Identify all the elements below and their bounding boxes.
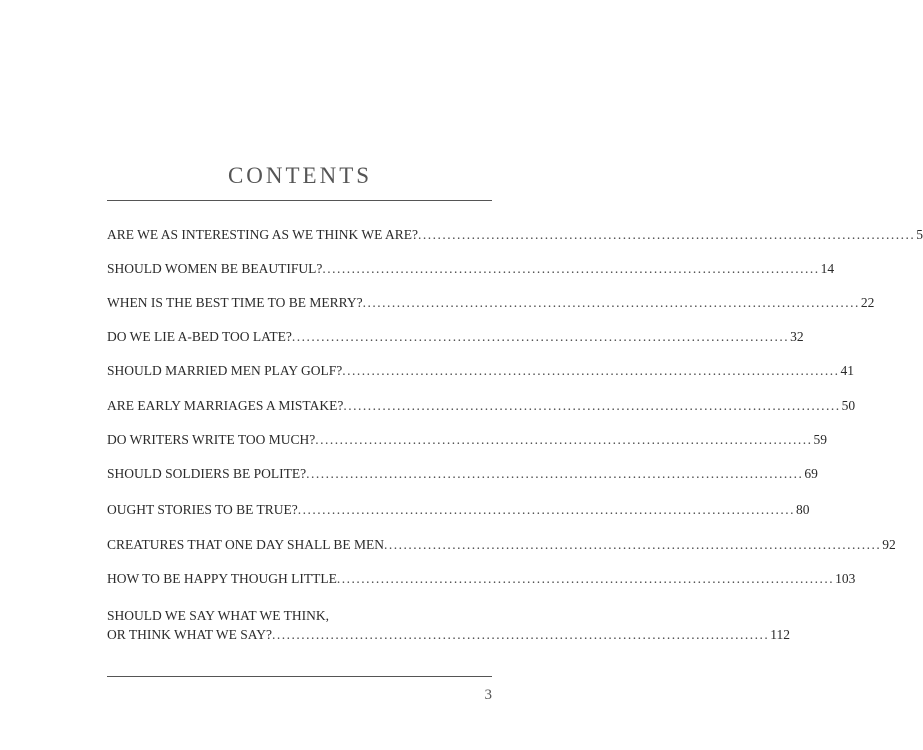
page-number: 3 (484, 687, 492, 703)
entry-page: 80 (796, 502, 810, 517)
dot-leader: ...................................................................................................... (343, 398, 841, 413)
toc-entry (107, 396, 856, 415)
entry-page: 69 (804, 466, 818, 481)
entry-title: CREATURES THAT ONE DAY SHALL BE MEN (107, 537, 385, 552)
toc-entry (107, 361, 855, 380)
toc-entry (107, 606, 791, 644)
dot-leader: ...................................................................................................... (297, 502, 796, 517)
toc-entry (107, 430, 827, 449)
entry-title: WHEN IS THE BEST TIME TO BE MERRY? (107, 295, 363, 310)
toc-entry (107, 293, 875, 312)
toc-entry (107, 259, 835, 278)
bottom-rule (107, 676, 492, 677)
dot-leader: ...................................................................................................... (418, 227, 916, 242)
dot-leader: ...................................................................................................... (336, 571, 835, 586)
entry-title: SHOULD WOMEN BE BEAUTIFUL? (107, 261, 323, 276)
dot-leader: ...................................................................................................... (342, 363, 840, 378)
entry-title: SHOULD WE SAY WHAT WE THINK, (107, 608, 330, 623)
entry-page: 112 (770, 627, 791, 642)
entry-page: 5 (916, 227, 923, 242)
entry-title-line2: OR THINK WHAT WE SAY? (107, 627, 273, 642)
entry-title: ARE EARLY MARRIAGES A MISTAKE? (107, 398, 344, 413)
entry-page: 92 (882, 537, 896, 552)
dot-leader: ...................................................................................................... (322, 261, 820, 276)
entry-page: 22 (860, 295, 875, 310)
toc-entry (107, 225, 923, 244)
entry-page: 103 (835, 571, 856, 586)
dot-leader: ...................................................................................................... (362, 295, 860, 310)
entry-title: SHOULD MARRIED MEN PLAY GOLF? (107, 363, 343, 378)
entry-page: 59 (813, 432, 827, 447)
top-rule (107, 200, 492, 201)
dot-leader: ...................................................................................................... (272, 627, 770, 642)
entry-title: OUGHT STORIES TO BE TRUE? (107, 502, 298, 517)
toc-entry (107, 535, 896, 554)
toc-entry (107, 569, 856, 588)
entry-page: 32 (790, 329, 804, 344)
dot-leader: ...................................................................................................... (291, 329, 790, 344)
toc-entry (107, 327, 804, 346)
entry-title: DO WRITERS WRITE TOO MUCH? (107, 432, 316, 447)
dot-leader: ...................................................................................................... (384, 537, 882, 552)
entry-page: 41 (840, 363, 855, 378)
page-title: CONTENTS (227, 163, 373, 188)
dot-leader: ...................................................................................................... (306, 466, 804, 481)
entry-page: 14 (820, 261, 835, 276)
toc-entry (107, 500, 810, 519)
toc-entry (107, 464, 818, 483)
dot-leader: ...................................................................................................... (315, 432, 813, 447)
entry-page: 50 (841, 398, 856, 413)
entry-title: SHOULD SOLDIERS BE POLITE? (107, 466, 307, 481)
entry-title: ARE WE AS INTERESTING AS WE THINK WE ARE? (107, 227, 418, 242)
entry-title: DO WE LIE A-BED TOO LATE? (107, 329, 292, 344)
entry-title: HOW TO BE HAPPY THOUGH LITTLE (107, 571, 337, 586)
